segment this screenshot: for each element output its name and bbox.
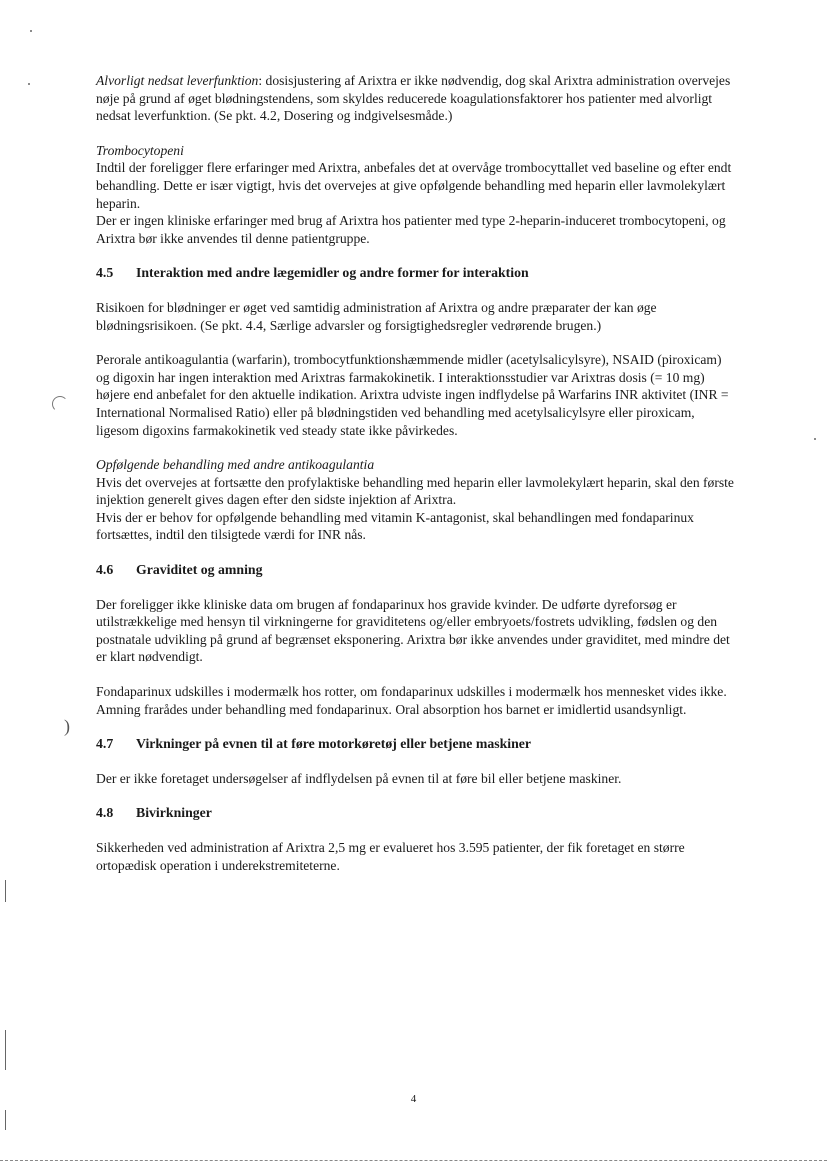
section-4-5-paragraph-1 — [96, 299, 736, 334]
section-title: Graviditet og amning — [136, 562, 263, 578]
section-title: Virkninger på evnen til at føre motorkøretøj eller betjene maskiner — [136, 736, 532, 752]
section-number: 4.8 — [96, 805, 114, 821]
liver-lead: Alvorligt nedsat leverfunktion — [96, 73, 259, 88]
paragraph-text: Risikoen for blødninger er øget ved samtidig administration af Arixtra og andre præparater der kan øge blødningsrisikoen. (Se pkt. 4.4, Særlige advarsler og forsigtighedsregler vedrørende brugen.) — [96, 299, 657, 333]
section-4-7-heading — [96, 735, 736, 753]
section-title: Bivirkninger — [136, 805, 212, 821]
page-number: 4 — [410, 1093, 417, 1105]
section-number: 4.7 — [96, 736, 114, 752]
section-number: 4.6 — [96, 562, 114, 578]
paragraph-text: Der er ikke foretaget undersøgelser af indflydelsen på evnen til at føre bil eller betjene maskiner. — [96, 770, 622, 786]
followup-paragraph-2: Hvis der er behov for opfølgende behandling med vitamin K-antagonist, skal behandlingen med fondaparinux fortsættes, indtil den tilsigtede værdi for INR nås. — [96, 509, 694, 543]
section-title: Interaktion med andre lægemidler og andre former for interaktion — [136, 265, 529, 281]
thrombocytopenia-paragraph-1: Indtil der foreligger flere erfaringer med Arixtra, anbefales det at overvåge trombocyttallet ved baseline og efter endt behandling. Dette er især vigtigt, hvis det overvejes at give opfølgende behandling med heparin eller lavmolekylært heparin. — [96, 160, 732, 211]
section-4-6-paragraph-2 — [96, 683, 736, 718]
section-4-6-paragraph-1 — [96, 596, 736, 666]
document-page — [96, 72, 736, 891]
followup-paragraph-1: Hvis det overvejes at fortsætte den profylaktiske behandling med heparin eller lavmolekylært heparin, skal den første injektion generelt gives dagen efter den sidste injektion af Arixtra. — [96, 474, 734, 508]
scan-mark — [5, 880, 6, 902]
paragraph-text: Perorale antikoagulantia (warfarin), trombocytfunktionshæmmende midler (acetylsalicylsyre), NSAID (piroxicam) og digoxin har ingen interaktion med Arixtras farmakokinetik. I interaktionsstudier var Arixtras dosis (= 10 mg) højere end anbefalet for den aktuelle indikation. Arixtra udviste ingen indflydelse på Warfarins INR aktivitet (INR = International Normalised Ratio) eller på blødningstiden ved behandling med acetylsalicylsyre eller piroxicam, ligesom digoxins farmakokinetik ved steady state ikke påvirkedes. — [96, 352, 729, 438]
thrombocytopenia-section — [96, 142, 736, 248]
thrombocytopenia-paragraph-2: Der er ingen kliniske erfaringer med brug af Arixtra hos patienter med type 2-heparin-induceret trombocytopeni, og Arixtra bør ikke anvendes til denne patientgruppe. — [96, 213, 726, 246]
section-4-8-paragraph-1 — [96, 839, 736, 874]
section-4-5-followup — [96, 456, 736, 544]
paragraph-text: Fondaparinux udskilles i modermælk hos rotter, om fondaparinux udskilles i modermælk hos mennesket vides ikke. Amning frarådes under behandling med fondaparinux. Oral absorption hos barnet er imidlertid usandsynligt. — [96, 684, 727, 717]
scan-mark: ) — [64, 716, 70, 736]
followup-heading: Opfølgende behandling med andre antikoagulantia — [96, 457, 375, 473]
section-4-5-heading — [96, 264, 736, 282]
scan-mark — [5, 1030, 6, 1070]
scan-dot — [814, 438, 816, 440]
section-number: 4.5 — [96, 265, 114, 281]
liver-text: : dosisjustering af Arixtra er ikke nødvendig, dog skal Arixtra administration overvejes nøje på grund af øget blødningstendens, som skyldes reducerede koagulationsfaktorer hos patienter med alvorligt nedsat leverfunktion. (Se pkt. 4.2, Dosering og indgivelsesmåde.) — [96, 73, 731, 124]
scan-mark — [52, 396, 68, 412]
section-4-7-paragraph-1 — [96, 770, 736, 788]
section-4-8-heading — [96, 804, 736, 822]
scan-mark — [5, 1110, 6, 1130]
scan-edge-line — [0, 1160, 827, 1161]
paragraph-text: Der foreligger ikke kliniske data om brugen af fondaparinux hos gravide kvinder. De udførte dyreforsøg er utilstrækkelige med hensyn til virkningerne for graviditetens og/eller embryoets/fostrets udvikling, fødslen og den postnatale udvikling på grund af begrænset eksponering. Arixtra bør ikke anvendes under graviditet, med mindre det er klart nødvendigt. — [96, 596, 730, 665]
section-4-5-paragraph-2 — [96, 351, 736, 439]
paragraph-text: Sikkerheden ved administration af Arixtra 2,5 mg er evalueret hos 3.595 patienter, der fik foretaget en større ortopædisk operation i underekstremiteterne. — [96, 840, 685, 873]
liver-paragraph — [96, 72, 736, 125]
section-4-6-heading — [96, 561, 736, 579]
scan-dot — [30, 30, 32, 32]
scan-dot — [28, 83, 30, 85]
thrombocytopenia-heading: Trombocytopeni — [96, 142, 184, 158]
